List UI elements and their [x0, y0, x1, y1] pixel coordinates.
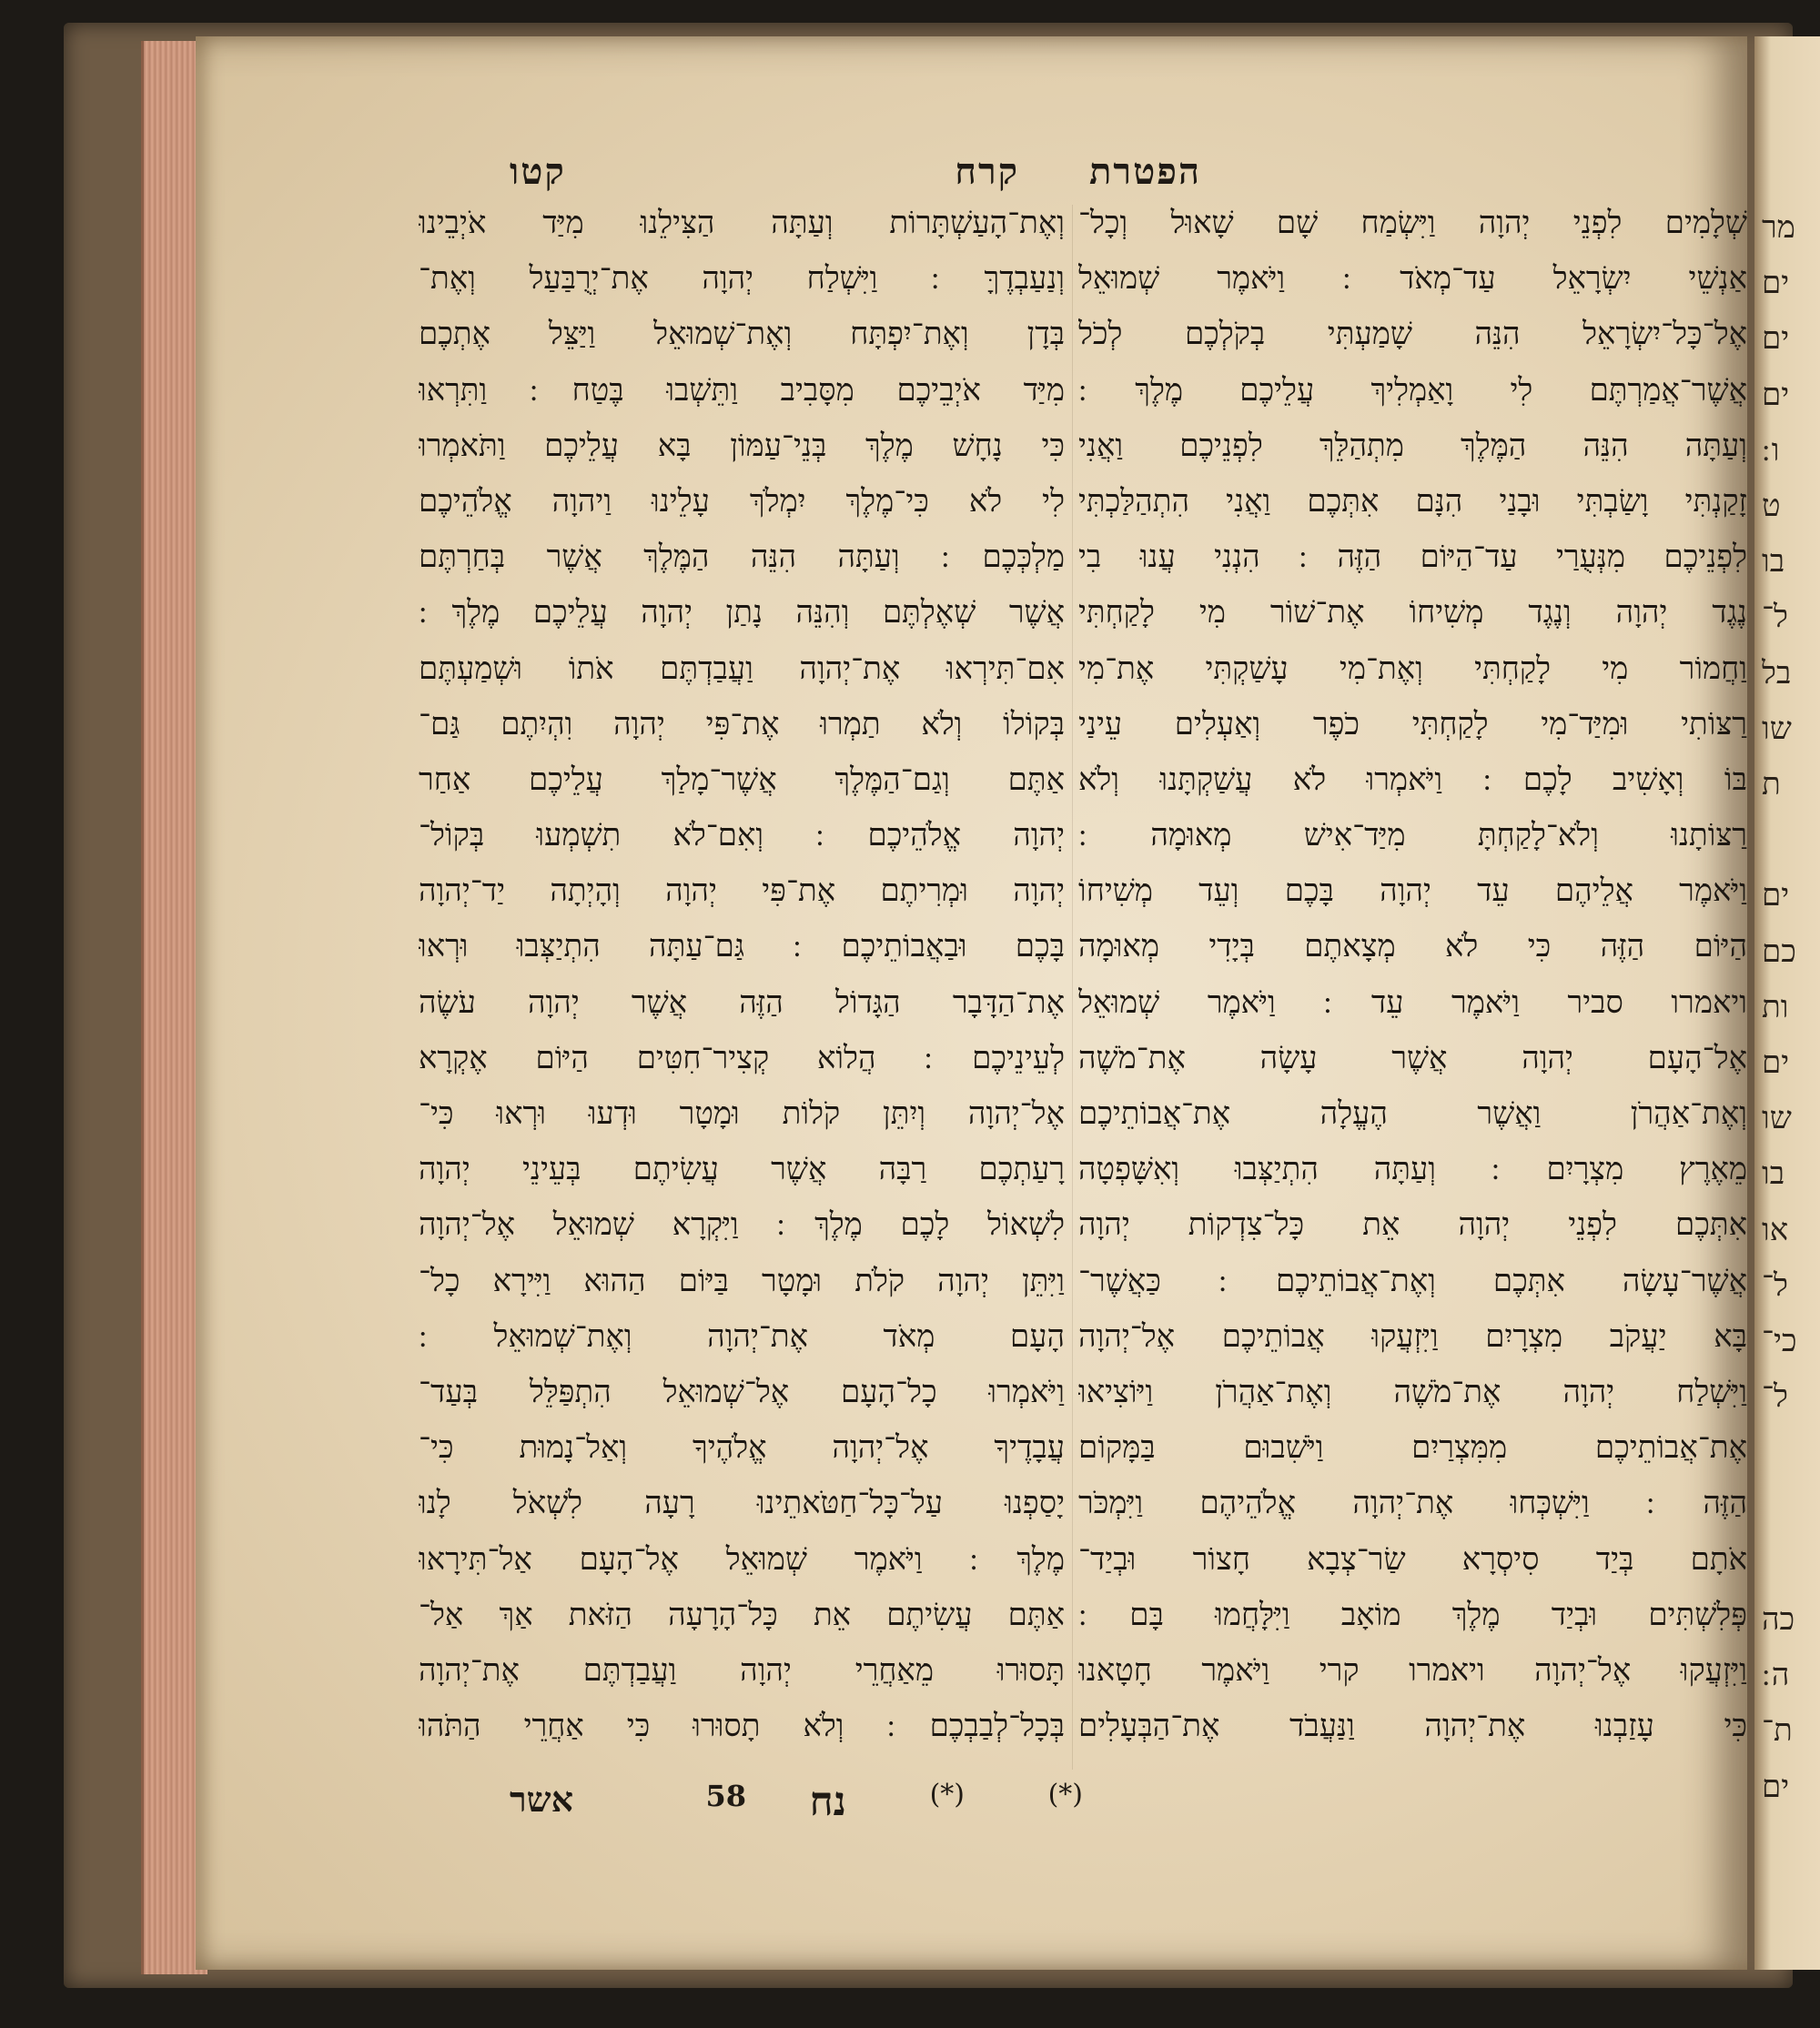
- text-line: הַזֶּה ׃ וַיִּשְׁכְּחוּ אֶת־יְהוָה אֱלֹהֵיהֶם וַיִּמְכֹּר: [1078, 1485, 1747, 1522]
- facing-page-fragment: ת: [1762, 766, 1781, 802]
- text-line: לִי לֹא כִּי־מֶלֶךְ יִמְלֹךְ עָלֵינוּ וַיהוָה אֱלֹהֵיכֶם: [419, 482, 1065, 520]
- text-line: בְּדָן וְאֶת־יִפְתָּח וְאֶת־שְׁמוּאֵל וַיַּצֵּל אֶתְכֶם: [419, 316, 1065, 353]
- text-line: אַתֶּם וְגַם־הַמֶּלֶךְ אֲשֶׁר־מָלַךְ עֲלֵיכֶם אַחַר: [419, 761, 1065, 798]
- facing-page: [1754, 36, 1820, 1970]
- text-line: נֶגֶד יְהוָה וְנֶגֶד מְשִׁיחוֹ אֶת־שׁוֹר מִי לָקַחְתִּי: [1078, 594, 1747, 631]
- header-parasha: קרח: [955, 150, 1019, 193]
- facing-page-fragment: ים: [1762, 877, 1790, 914]
- text-line: מַלְכְּכֶם ׃ וְעַתָּה הִנֵּה הַמֶּלֶךְ אֲשֶׁר בְּחַרְתֶּם: [419, 539, 1065, 576]
- signature-number: 58: [705, 1779, 746, 1813]
- text-line: וַיִּשְׁלַח יְהוָה אֶת־מֹשֶׁה וְאֶת־אַהֲרֹן וַיּוֹצִיאוּ: [1078, 1373, 1747, 1410]
- text-line: בּוֹ וְאָשִׁיב לָכֶם ׃ וַיֹּאמְרוּ לֹא עֲשַׁקְתָּנוּ וְלֹא: [1078, 761, 1747, 798]
- header-haftarah: הפטרת: [1089, 150, 1201, 193]
- text-line: וְנַעַבְדֶךָּ ׃ וַיִּשְׁלַח יְהוָה אֶת־יְרֻבַּעַל וְאֶת־: [419, 260, 1065, 298]
- facing-page-fragment: ו ׃: [1762, 431, 1780, 469]
- text-line: וַיִּתֵּן יְהוָה קֹלֹת וּמָטָר בַּיּוֹם הַהוּא וַיִּירָא כָל־: [419, 1262, 1065, 1299]
- text-line: ויאמרו סביר וַיֹּאמֶר עֵד ׃ וַיֹּאמֶר שְׁמוּאֵל: [1078, 984, 1747, 1021]
- text-line: אַנְשֵׁי יִשְׂרָאֵל עַד־מְאֹד ׃ וַיֹּאמֶר שְׁמוּאֵל: [1078, 260, 1747, 298]
- text-line: וַיֹּאמֶר אֲלֵיהֶם עֵד יְהוָה בָּכֶם וְעֵד מְשִׁיחוֹ: [1078, 873, 1747, 910]
- text-line: לְעֵינֵיכֶם ׃ הֲלוֹא קְצִיר־חִטִּים הַיּוֹם אֶקְרָא: [419, 1039, 1065, 1076]
- text-line: אֶת־אֲבוֹתֵיכֶם מִמִּצְרַיִם וַיֹּשִׁבוּם בַּמָּקוֹם: [1078, 1429, 1747, 1467]
- text-line: רַצּוֹתִי וּמִיַּד־מִי לָקַחְתִּי כֹפֶר וְאַעְלִים עֵינַי: [1078, 705, 1747, 742]
- text-line: בָּכֶם וּבַאֲבוֹתֵיכֶם ׃ גַּם־עַתָּה הִתְיַצְּבוּ וּרְאוּ: [419, 928, 1065, 965]
- text-line: אַתֶּם עֲשִׂיתֶם אֵת כָּל־הָרָעָה הַזֹּאת אַךְ אַל־: [419, 1596, 1065, 1633]
- facing-page-fragment: ה ׃: [1762, 1657, 1790, 1694]
- text-line: רַצּוֹתָנוּ וְלֹא־לָקַחְתָּ מִיַּד־אִישׁ מְאוּמָה ׃: [1078, 817, 1747, 854]
- facing-page-fragment: בו: [1762, 1155, 1785, 1193]
- text-line: אִתְּכֶם לִפְנֵי יְהוָה אֵת כָּל־צִדְקוֹת יְהוָה: [1078, 1206, 1747, 1244]
- facing-page-fragment: ת־: [1762, 1712, 1793, 1750]
- text-line: אֲשֶׁר־עָשָׂה אִתְּכֶם וְאֶת־אֲבוֹתֵיכֶם ׃ כַּאֲשֶׁר־: [1078, 1262, 1747, 1299]
- text-line: וְאֶת־הָעַשְׁתָּרוֹת וְעַתָּה הַצִּילֵנוּ מִיַּד אֹיְבֵינוּ: [419, 205, 1065, 241]
- text-line: הָעָם מְאֹד אֶת־יְהוָה וְאֶת־שְׁמוּאֵל ׃: [419, 1317, 1065, 1355]
- facing-page-fragment: כם: [1762, 933, 1796, 970]
- text-line: הַיּוֹם הַזֶּה כִּי לֹא מְצָאתֶם בְּיָדִי מְאוּמָה: [1078, 928, 1747, 965]
- catchword: אשר: [510, 1779, 573, 1820]
- facing-page-fragment: ל־: [1762, 1378, 1788, 1416]
- text-line: כִּי עָזַבְנוּ אֶת־יְהוָה וַנַּעֲבֹד אֶת־הַבְּעָלִים: [1078, 1708, 1747, 1745]
- text-line: יְהוָה אֱלֹהֵיכֶם ׃ וְאִם־לֹא תִשְׁמְעוּ בְּקוֹל־: [419, 817, 1065, 854]
- text-line: וַיִּזְעֲקוּ אֶל־יְהוָה ויאמרו קרי וַיֹּאמֶר חָטָאנוּ: [1078, 1651, 1747, 1689]
- text-line: בְּקוֹלוֹ וְלֹא תַמְרוּ אֶת־פִּי יְהוָה וִהְיִתֶם גַּם־: [419, 705, 1065, 742]
- text-line: רָעַתְכֶם רַבָּה אֲשֶׁר עֲשִׂיתֶם בְּעֵינֵי יְהוָה: [419, 1151, 1065, 1188]
- facing-page-fragment: ים: [1762, 1044, 1790, 1081]
- facing-page-fragment: ות: [1762, 988, 1789, 1025]
- footnote-marker-1: (*): [1047, 1779, 1083, 1811]
- text-line: שְׁלָמִים לִפְנֵי יְהוָה וַיִּשְׂמַח שָׁם שָׁאוּל וְכָל־: [1078, 205, 1747, 241]
- text-line: יְהוָה וּמְרִיתֶם אֶת־פִּי יְהוָה וְהָיְתָה יַד־יְהוָה: [419, 873, 1065, 910]
- facing-page-fragment: ל־: [1762, 1266, 1788, 1304]
- facing-page-fragment: בל: [1762, 654, 1792, 691]
- facing-page-fragment: ים: [1762, 376, 1790, 413]
- facing-page-fragment: כי־: [1762, 1323, 1797, 1359]
- page-number: קטו: [510, 150, 566, 193]
- text-line: אֶל־יְהוָה וְיִתֵּן קֹלוֹת וּמָטָר וּדְעוּ וּרְאוּ כִּי־: [419, 1095, 1065, 1132]
- text-column-left: [419, 196, 1065, 1754]
- facing-page-fragment: ל־: [1762, 599, 1788, 636]
- text-line: אִם־תִּירְאוּ אֶת־יְהוָה וַעֲבַדְתֶּם אֹתוֹ וּשְׁמַעְתֶּם: [419, 650, 1065, 687]
- text-column-right: [1078, 196, 1747, 1754]
- text-line: וְאֶת־אַהֲרֹן וַאֲשֶׁר הֶעֱלָה אֶת־אֲבוֹתֵיכֶם: [1078, 1095, 1747, 1132]
- facing-page-fragment: ים: [1762, 265, 1790, 302]
- text-line: מֵאֶרֶץ מִצְרָיִם ׃ וְעַתָּה הִתְיַצְּבוּ וְאִשָּׁפְטָה: [1078, 1151, 1747, 1188]
- text-line: יָסַפְנוּ עַל־כָּל־חַטֹּאתֵינוּ רָעָה לִשְׁאֹל לָנוּ: [419, 1485, 1065, 1522]
- text-line: וַחֲמוֹר מִי לָקַחְתִּי וְאֶת־מִי עָשַׁקְתִּי אֶת־מִי: [1078, 650, 1747, 687]
- text-line: תָּסוּרוּ מֵאַחֲרֵי יְהוָה וַעֲבַדְתֶּם אֶת־יְהוָה: [419, 1651, 1065, 1689]
- text-line: בְּכָל־לְבַבְכֶם ׃ וְלֹא תָסוּרוּ כִּי אַחֲרֵי הַתֹּהוּ: [419, 1708, 1065, 1745]
- text-line: אֶל־הָעָם יְהוָה אֲשֶׁר עָשָׂה אֶת־מֹשֶׁה: [1078, 1039, 1747, 1076]
- text-line: וְעַתָּה הִנֵּה הַמֶּלֶךְ מִתְהַלֵּךְ לִפְנֵיכֶם וַאֲנִי: [1078, 427, 1747, 464]
- text-line: אֲשֶׁר־אֲמַרְתֶּם לִי וָאַמְלִיךְ עֲלֵיכֶם מֶלֶךְ ׃: [1078, 371, 1747, 409]
- text-line: מִיַּד אֹיְבֵיכֶם מִסָּבִיב וַתֵּשְׁבוּ בֶּטַח ׃ וַתִּרְאוּ: [419, 371, 1065, 409]
- facing-page-fragment: מר: [1762, 209, 1795, 246]
- text-line: עֲבָדֶיךָ אֶל־יְהוָה אֱלֹהֶיךָ וְאַל־נָמוּת כִּי־: [419, 1429, 1065, 1467]
- signature-mark: נח: [809, 1779, 846, 1825]
- facing-page-fragment: כה: [1762, 1601, 1795, 1638]
- text-line: בָּא יַעֲקֹב מִצְרָיִם וַיִּזְעֲקוּ אֲבוֹתֵיכֶם אֶל־יְהוָה: [1078, 1317, 1747, 1355]
- facing-page-fragment: שו: [1762, 710, 1792, 747]
- text-line: פְּלִשְׁתִּים וּבְיַד מֶלֶךְ מוֹאָב וַיִּלָּחֲמוּ בָּם ׃: [1078, 1596, 1747, 1633]
- text-line: אֶל־כָּל־יִשְׂרָאֵל הִנֵּה שָׁמַעְתִּי בְקֹלְכֶם לְכֹל: [1078, 316, 1747, 353]
- text-line: לִשְׁאוֹל לָכֶם מֶלֶךְ ׃ וַיִּקְרָא שְׁמוּאֵל אֶל־יְהוָה: [419, 1206, 1065, 1244]
- facing-page-fragment: ים: [1762, 320, 1790, 358]
- facing-page-fragment: ט: [1762, 488, 1781, 524]
- text-line: כִּי נָחָשׁ מֶלֶךְ בְּנֵי־עַמּוֹן בָּא עֲלֵיכֶם וַתֹּאמְרוּ: [419, 427, 1065, 464]
- facing-page-fragment: או: [1762, 1211, 1789, 1248]
- text-line: וַיֹּאמְרוּ כָל־הָעָם אֶל־שְׁמוּאֵל הִתְפַּלֵּל בְּעַד־: [419, 1373, 1065, 1410]
- text-line: מֶלֶךְ ׃ וַיֹּאמֶר שְׁמוּאֵל אֶל־הָעָם אַל־תִּירָאוּ: [419, 1540, 1065, 1578]
- text-line: אֶת־הַדָּבָר הַגָּדוֹל הַזֶּה אֲשֶׁר יְהוָה עֹשֶׂה: [419, 984, 1065, 1021]
- facing-page-fragment: בו: [1762, 543, 1785, 580]
- column-divider: [1072, 205, 1073, 1770]
- footnote-marker-2: (*): [929, 1779, 965, 1811]
- text-line: זָקַנְתִּי וָשַׂבְתִּי וּבָנַי הִנָּם אִתְּכֶם וַאֲנִי הִתְהַלַּכְתִּי: [1078, 482, 1747, 520]
- page-footer: [510, 1779, 1083, 1833]
- facing-page-fragment: שו: [1762, 1100, 1792, 1137]
- facing-page-fragment: ים: [1762, 1768, 1790, 1805]
- text-line: אֹתָם בְּיַד סִיסְרָא שַׂר־צְבָא חָצוֹר וּבְיַד־: [1078, 1540, 1747, 1578]
- text-line: לִפְנֵיכֶם מִנְּעֻרַי עַד־הַיּוֹם הַזֶּה ׃ הִנְנִי עֲנוּ בִי: [1078, 539, 1747, 576]
- text-line: אֲשֶׁר שְׁאֶלְתֶּם וְהִנֵּה נָתַן יְהוָה עֲלֵיכֶם מֶלֶךְ ׃: [419, 594, 1065, 631]
